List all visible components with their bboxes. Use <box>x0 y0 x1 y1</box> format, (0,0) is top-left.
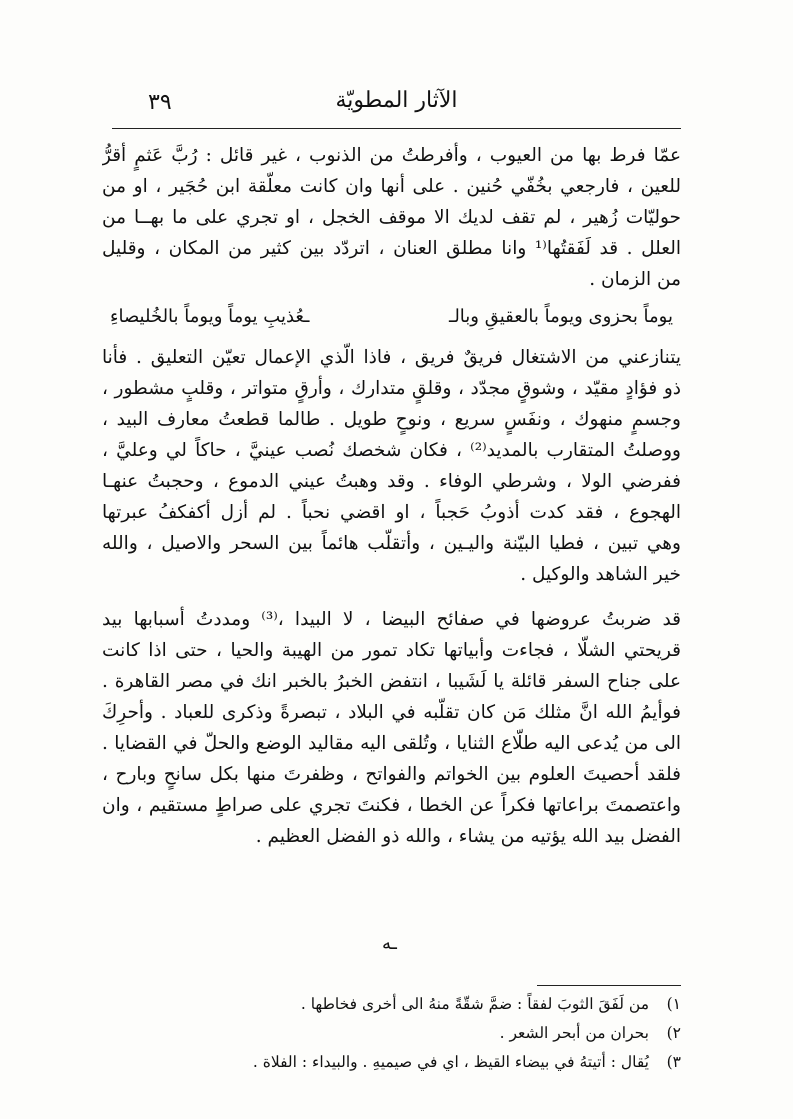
text-line: على جناح السفر قائلة يا لَشَيبا ، انتفض الخبرُ بالخبر انك في مصر القاهرة . <box>102 671 681 692</box>
text-line: قريحتي الشلّا ، فجاءت وأبياتها تكاد تمور من الهيبة والحيا ، حتى اذا كانت <box>102 640 681 661</box>
text-line: فلقد أحصيتَ العلوم بين الخواتم والفواتح ، وظفرتَ منها بكل سانحٍ وبارح ، <box>102 764 681 785</box>
text-line: ووصلتُ المتقارب بالمديد⁽²⁾ ، فكان شخصك نُصب عينيَّ ، حاكاً لي وعليَّ ، <box>102 440 681 461</box>
text-line: وجسمٍ منهوك ، ونفَسٍ سريع ، ونوحٍ طويل . طالما قطعتُ معارف البيد ، <box>102 409 681 430</box>
text-line: من الزمان . <box>589 269 681 290</box>
text-line: العلل . قد لَفَقتُها⁽¹ وانا مطلق العنان ، اتردّد بين كثير من المكان ، وقليل <box>102 238 681 259</box>
text-line: الهجوع ، فقد كدت أذوبُ حَجباً ، او اقضي نحباً . لم أزل أكفكفُ عبرتها <box>102 502 681 523</box>
running-title: الآثار المطويّة <box>335 88 458 113</box>
verse-line <box>102 301 681 332</box>
footnote-text: بحران من أبحر الشعر . <box>499 1024 649 1042</box>
footnote-text: من لَفَقَ الثوبَ لفقاً : ضمَّ شقّةً منهُ الى أخرى فخاطها . <box>300 995 649 1013</box>
footnote-text: يُقال : أتيتهُ في بيضاء القيظ ، اي في صيميهِ . والبيداء : الفلاة . <box>252 1053 649 1071</box>
text-line: الفضل بيد الله يؤتيه من يشاء ، والله ذو الفضل العظيم . <box>255 826 681 847</box>
text-line: يتنازعني من الاشتغال فريقٌ فريق ، فاذا الّذي الإعمال تعيّن التعليق . فأنا <box>102 347 681 368</box>
text-line: ففرضي الولا ، وشرطي الوفاء . وقد وهبتُ عيني الدموع ، وحجبتُ عنهـا <box>102 471 681 492</box>
text-line: الى من يُدعى اليه طلّاع الثنايا ، وتُلقى اليه مقاليد الوضع والحلّ في القضايا . <box>102 733 681 754</box>
footnote-marker: ١) <box>666 995 681 1013</box>
page-number: ٣٩ <box>148 90 172 115</box>
paragraph-1 <box>102 140 681 295</box>
header-rule <box>112 128 681 129</box>
text-line: عمّا فرط بها من العيوب ، وأفرطتُ من الذنوب ، غير قائل : رُبَّ عَثمٍ أقرُّ <box>102 145 681 166</box>
text-line: خير الشاهد والوكيل . <box>520 564 681 585</box>
footnote-2 <box>112 1019 681 1048</box>
section-end-ornament: ـه <box>382 933 397 954</box>
footnote-marker: ٣) <box>666 1053 681 1071</box>
verse-hemistich-right: يوماً بحزوى ويوماً بالعقيقِ وبالـ <box>449 306 673 327</box>
text-line: ذو فؤادٍ مقيّد ، وشوقٍ مجدّد ، وقلقٍ متدارك ، وأرقٍ متواتر ، وقلبٍ مشطور ، <box>102 378 681 399</box>
page-body <box>102 140 681 852</box>
text-line: للعين ، فارجعي بخُفّي حُنين . على أنها وان كانت معلّقة ابن حُجَير ، او من <box>102 176 681 197</box>
text-line: واعتصمتَ براعاتها فكراً عن الخطا ، فكنتَ تجري على صراطٍ مستقيم ، وان <box>102 795 681 816</box>
footnote-3 <box>112 1048 681 1077</box>
page-header <box>112 88 681 128</box>
footnotes <box>112 990 681 1077</box>
footnote-1 <box>112 990 681 1019</box>
text-line: فوأيمُ الله انَّ مثلك مَن كان تقلّبه في البلاد ، تبصرةً وذكرى للعباد . وأحرِكَ <box>102 702 681 723</box>
text-line: حوليّات زُهير ، لم تقف لديك الا موقف الخجل ، او تجري على ما بهــا من <box>102 207 681 228</box>
paragraph-2 <box>102 342 681 590</box>
paragraph-3 <box>102 604 681 852</box>
text-line: وهي تبين ، فطيا البيّنة واليـين ، وأتقلّب هائماً بين السحر والاصيل ، والله <box>102 533 681 554</box>
footnote-rule <box>537 985 681 986</box>
text-line: قد ضربتُ عروضها في صفائح البيضا ، لا البيدا ،⁽³⁾ ومددتُ أسبابها بيد <box>102 609 681 630</box>
footnote-marker: ٢) <box>666 1024 681 1042</box>
verse-hemistich-left: ـعُذيبِ يوماً ويوماً بالخُليصاءِ <box>110 306 310 327</box>
